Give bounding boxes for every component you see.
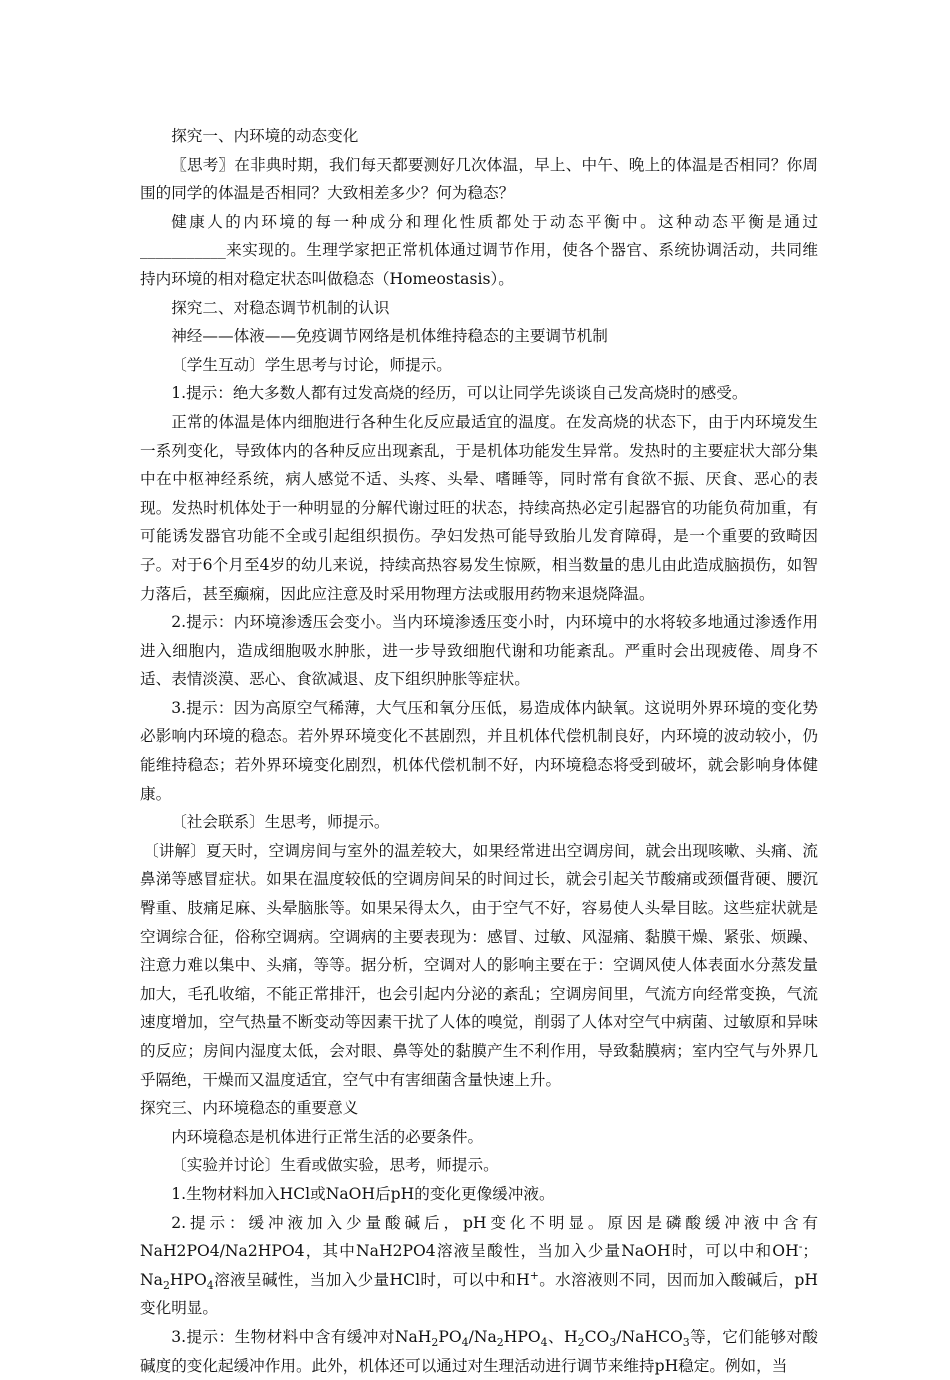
text-run: 〔讲解〕夏天时，空调房间与室外的温差较大，如果经常进出空调房间，就会出现咳嗽、头痛、流鼻涕等感冒症状。如果在温度较低的空调房间呆的时间过长，就会引起关节酸痛或颈僵背硬、腰沉臀重、肢痛足麻、头晕脑胀等。如果呆得太久，由于空气不好，容易使人头晕目眩。这些症状就是空调综合征，俗称空调病。空调病的主要表现为：感冒、过敏、风湿痛、黏膜干燥、紧张、烦躁、注意力难以集中、头痛，等等。据分析，空调对人的影响主要在于：空调风使人体表面水分蒸发量加大，毛孔收缩，不能正常排汗，也会引起内分泌的紊乱；空调房间里，气流方向经常变换，气流速度增加，空气热量不断变动等因素干扰了人体的嗅觉，削弱了人体对空气中病菌、过敏原和异味的反应；房间内湿度太低，会对眼、鼻等处的黏膜产生不利作用，导致黏膜病；室内空气与外界几乎隔绝，干燥而又温度适宜，空气中有害细菌含量快速上升。 (140, 841, 818, 1089)
paragraph (140, 408, 818, 608)
text-run: HPO (169, 1270, 207, 1289)
text-run: 溶液呈碱性，当加入少量HCl时，可以中和H (213, 1270, 530, 1289)
subscript: 2 (431, 1336, 439, 1350)
paragraph (140, 351, 818, 380)
text-run: CO (584, 1327, 610, 1346)
text-run: 2.提示：缓冲液加入少量酸碱后，pH变化不明显。原因是磷酸缓冲液中含有NaH2PO4/Na2HPO4，其中NaH2PO4溶液呈酸性，当加入少量NaOH时，可以中和OH (140, 1213, 818, 1261)
text-run: 等，它们能够对酸碱度的变化起缓冲作用。此外，机体还可以通过对生理活动进行调节来维持pH稳定。例如，当 (140, 1327, 818, 1375)
text-run: HPO (503, 1327, 541, 1346)
subscript: 4 (206, 1278, 214, 1292)
subscript: 2 (496, 1336, 504, 1350)
text-run: 探究一、内环境的动态变化 (171, 127, 359, 145)
paragraph (140, 608, 818, 694)
text-run: 〔实验并讨论〕生看或做实验，思考，师提示。 (171, 1156, 499, 1175)
text-run: 〔学生互动〕学生思考与讨论，师提示。 (171, 355, 452, 374)
text-run: 〔社会联系〕生思考，师提示。 (171, 813, 390, 832)
paragraph (140, 379, 818, 408)
paragraph (140, 294, 818, 323)
text-run: 3.提示：生物材料中含有缓冲对NaH (171, 1327, 432, 1346)
subscript: 3 (682, 1336, 690, 1350)
paragraph (140, 151, 818, 208)
paragraph (140, 122, 818, 151)
text-run: PO (438, 1327, 462, 1346)
paragraph (140, 1209, 818, 1323)
text-run: 3.提示：因为高原空气稀薄，大气压和氧分压低，易造成体内缺氧。这说明外界环境的变化势必影响内环境的稳态。若外界环境变化不甚剧烈，并且机体代偿机制良好，内环境的波动较小，仍能维持稳态；若外界环境变化剧烈，机体代偿机制不好，内环境稳态将受到破坏，就会影响身体健康。 (140, 698, 818, 803)
paragraph (140, 837, 818, 1094)
paragraph (140, 1123, 818, 1152)
paragraph (140, 1323, 818, 1380)
subscript: 4 (461, 1336, 469, 1350)
paragraph (140, 322, 818, 351)
paragraph (140, 1151, 818, 1180)
text-run: 探究三、内环境稳态的重要意义 (140, 1099, 359, 1118)
text-run: 1.生物材料加入HCl或NaOH后pH的变化更像缓冲液。 (171, 1184, 555, 1203)
text-run: /Na (468, 1327, 497, 1346)
text-run: 探究二、对稳态调节机制的认识 (171, 298, 390, 317)
paragraph (140, 208, 818, 294)
paragraph (140, 694, 818, 808)
subscript: 2 (162, 1278, 170, 1292)
subscript: 2 (577, 1336, 585, 1350)
paragraph (140, 1094, 818, 1123)
text-run: 〖思考〗在非典时期，我们每天都要测好几次体温，早上、中午、晚上的体温是否相同？你周围的同学的体温是否相同？大致相差多少？何为稳态？ (140, 155, 818, 203)
text-run: 健康人的内环境的每一种成分和理化性质都处于动态平衡中。这种动态平衡是通过___________来实现的。生理学家把正常机体通过调节作用，使各个器官、系统协调活动，共同维持内环境的相对稳定状态叫做稳态（Homeostasis）。 (140, 212, 818, 288)
text-run: 2.提示：内环境渗透压会变小。当内环境渗透压变小时，内环境中的水将较多地通过渗透作用进入细胞内，造成细胞吸水肿胀，进一步导致细胞代谢和功能紊乱。严重时会出现疲倦、周身不适、表情淡漠、恶心、食欲减退、皮下组织肿胀等症状。 (140, 613, 818, 689)
text-run: 、H (547, 1327, 578, 1346)
text-run: 正常的体温是体内细胞进行各种生化反应最适宜的温度。在发高烧的状态下，由于内环境发生一系列变化，导致体内的各种反应出现紊乱，于是机体功能发生异常。发热时的主要症状大部分集中在中枢神经系统，病人感觉不适、头疼、头晕、嗜睡等，同时常有食欲不振、厌食、恶心的表现。发热时机体处于一种明显的分解代谢过旺的状态，持续高热必定引起器官的功能负荷加重，有可能诱发器官功能不全或引起组织损伤。孕妇发热可能导致胎儿发育障碍，是一个重要的致畸因子。对于6个月至4岁的幼儿来说，持续高热容易发生惊厥，相当数量的患儿由此造成脑损伤，如智力落后，甚至癫痫，因此应注意及时采用物理方法或服用药物来退烧降温。 (140, 412, 818, 603)
text-run: 内环境稳态是机体进行正常生活的必要条件。 (171, 1127, 484, 1146)
text-run: 神经——体液——免疫调节网络是机体维持稳态的主要调节机制 (171, 327, 608, 346)
text-run: /NaHCO (616, 1327, 683, 1346)
text-run: ；Na (140, 1242, 818, 1289)
document-body (140, 122, 818, 1380)
superscript: - (798, 1239, 803, 1253)
subscript: 4 (540, 1336, 548, 1350)
paragraph (140, 1180, 818, 1209)
text-run: 。水溶液则不同，因而加入酸碱后，pH变化明显。 (140, 1270, 818, 1318)
superscript: + (529, 1268, 539, 1282)
paragraph (140, 808, 818, 837)
text-run: 1.提示：绝大多数人都有过发高烧的经历，可以让同学先谈谈自己发高烧时的感受。 (171, 384, 748, 403)
subscript: 3 (609, 1336, 617, 1350)
